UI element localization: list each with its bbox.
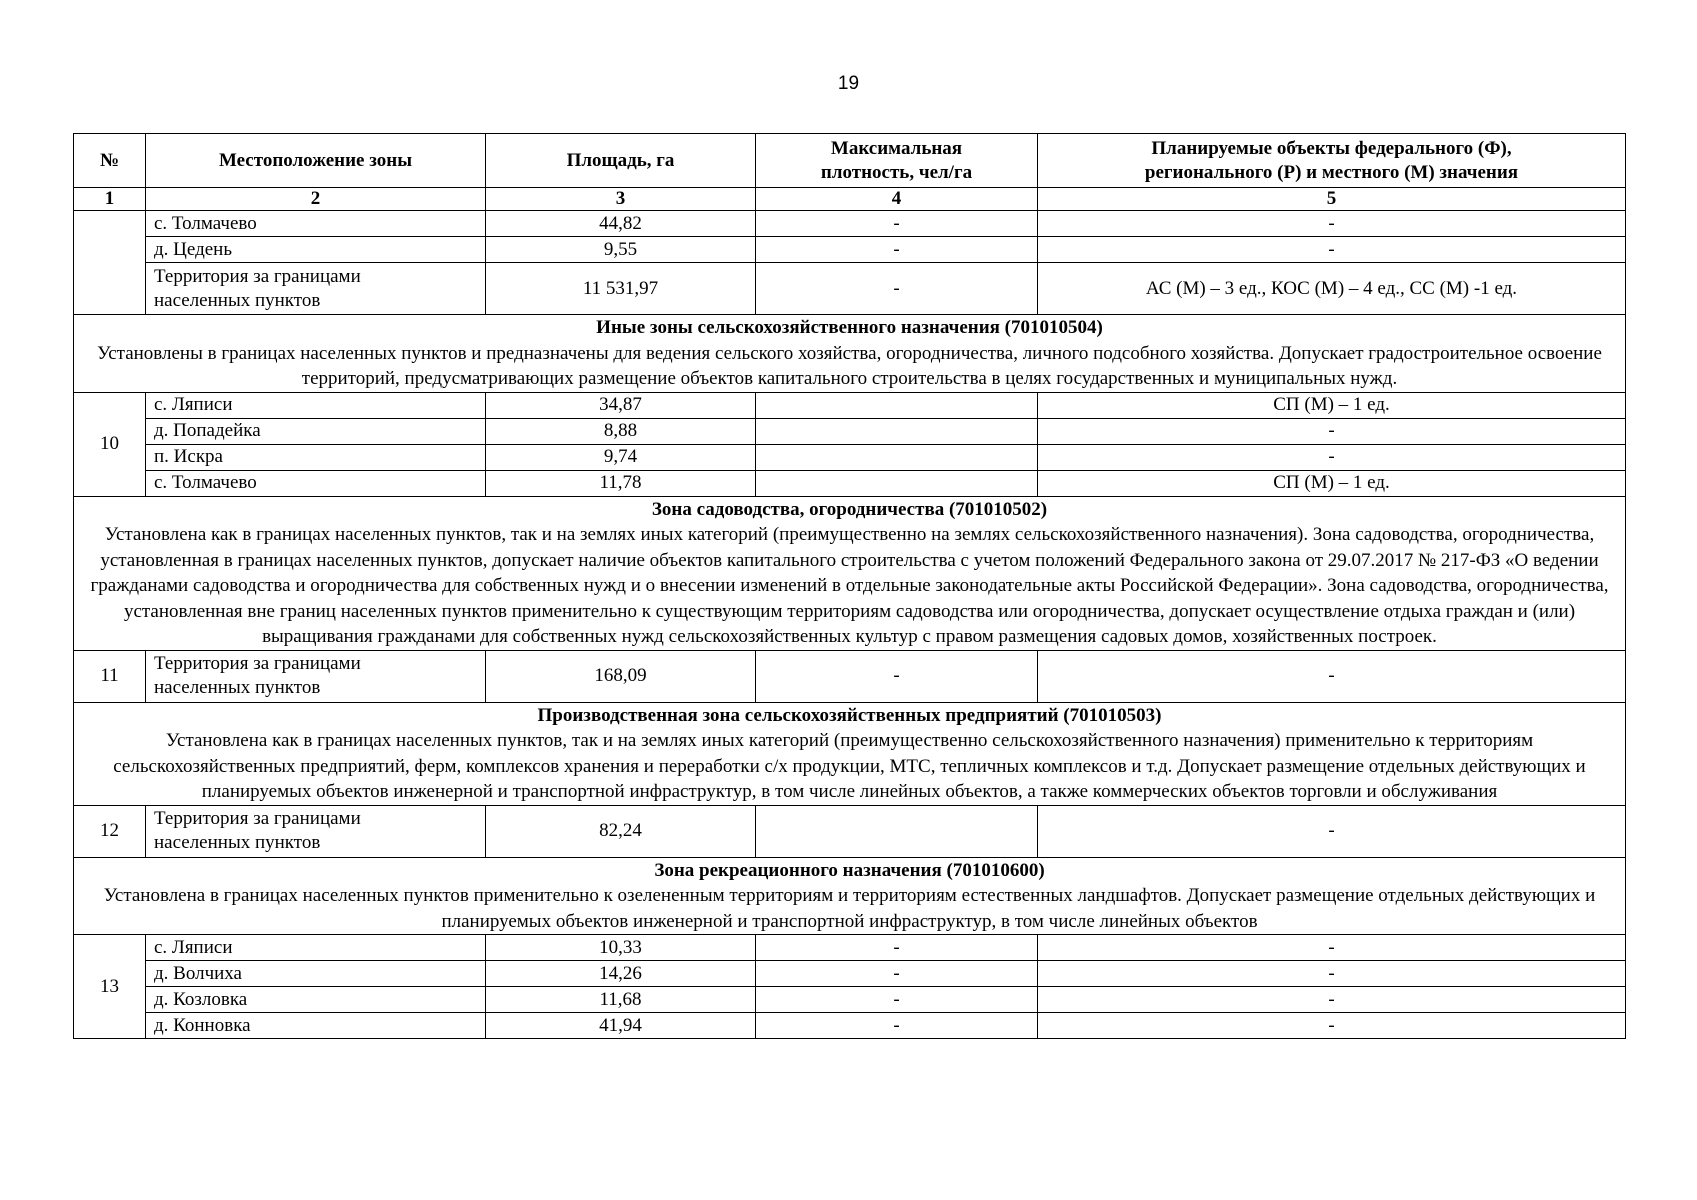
area-cell: 10,33 — [486, 935, 756, 961]
column-number-row — [74, 188, 1626, 211]
objects-cell: - — [1038, 987, 1626, 1013]
table-row — [74, 1013, 1626, 1039]
location-cell: с. Ляписи — [146, 935, 486, 961]
area-cell: 9,74 — [486, 444, 756, 470]
table-row — [74, 263, 1626, 315]
section-header-row — [74, 702, 1626, 805]
table-row — [74, 418, 1626, 444]
area-cell: 11,78 — [486, 470, 756, 496]
area-cell: 9,55 — [486, 237, 756, 263]
header-location: Местоположение зоны — [146, 134, 486, 188]
table-row — [74, 470, 1626, 496]
density-cell: - — [756, 211, 1038, 237]
density-cell: - — [756, 650, 1038, 702]
page-number: 19 — [837, 73, 860, 94]
table-row — [74, 961, 1626, 987]
section-description: Установлены в границах населенных пунктов и предназначены для ведения сельского хозяйства, огородничества, личного подсобного хозяйства. Допускает градостроительное освоение территорий, предусматривающих размещение объектов капитального строительства в целях государственных и муниципальных нужд. — [97, 342, 1602, 389]
column-number: 3 — [486, 188, 756, 211]
density-cell: - — [756, 935, 1038, 961]
section-header-row — [74, 315, 1626, 393]
area-cell: 11 531,97 — [486, 263, 756, 315]
location-cell: д. Попадейка — [146, 418, 486, 444]
area-cell: 11,68 — [486, 987, 756, 1013]
location-cell: с. Толмачево — [146, 470, 486, 496]
section-description: Установлена как в границах населенных пунктов, так и на землях иных категорий (преимущественно на землях сельскохозяйственного назначения). Зона садоводства, огородничества, установленная в границах населенных пунктов, допускает наличие объектов капитального строительства с учетом положений Федерального закона от 29.07.2017 № 217-ФЗ «О ведении гражданами садоводства и огородничества для собственных нужд и о внесении изменений в отдельные законодательные акты Российской Федерации». Зона садоводства, огородничества, установленная вне границ населенных пунктов применительно к существующим территориям садоводства или огородничества, допускает осуществление отдыха граждан и (или) выращивания гражданами для собственных нужд сельскохозяйственных культур с правом размещения садовых домов, хозяйственных построек. — [90, 524, 1609, 647]
location-cell: Территория за границами населенных пунктов — [146, 650, 486, 702]
table-row — [74, 444, 1626, 470]
table-row — [74, 392, 1626, 418]
objects-cell: - — [1038, 418, 1626, 444]
section-header-cell — [74, 315, 1626, 393]
density-cell: - — [756, 237, 1038, 263]
table-row — [74, 650, 1626, 702]
objects-cell: АС (М) – 3 ед., КОС (М) – 4 ед., СС (М) -1 ед. — [1038, 263, 1626, 315]
section-title: Зона садоводства, огородничества (701010502) — [651, 498, 1048, 520]
objects-cell: СП (М) – 1 ед. — [1038, 470, 1626, 496]
location-cell: д. Цедень — [146, 237, 486, 263]
row-number-cell: 13 — [74, 935, 146, 1039]
section-header-row — [74, 857, 1626, 935]
column-number: 1 — [74, 188, 146, 211]
section-header-cell — [74, 857, 1626, 935]
objects-cell: - — [1038, 211, 1626, 237]
header-objects: Планируемые объекты федерального (Ф), регионального (Р) и местного (М) значения — [1038, 134, 1626, 188]
area-cell: 41,94 — [486, 1013, 756, 1039]
objects-cell: - — [1038, 237, 1626, 263]
header-row — [74, 134, 1626, 188]
table-row — [74, 935, 1626, 961]
row-number-cell: 12 — [74, 805, 146, 857]
area-cell: 34,87 — [486, 392, 756, 418]
row-number-cell — [74, 211, 146, 315]
table-row — [74, 987, 1626, 1013]
row-number-cell: 10 — [74, 392, 146, 496]
density-cell: - — [756, 961, 1038, 987]
density-cell — [756, 418, 1038, 444]
zones-table — [73, 133, 1626, 1039]
location-cell: с. Ляписи — [146, 392, 486, 418]
row-number-cell: 11 — [74, 650, 146, 702]
section-header-cell — [74, 702, 1626, 805]
column-number: 5 — [1038, 188, 1626, 211]
table-row — [74, 237, 1626, 263]
objects-cell: СП (М) – 1 ед. — [1038, 392, 1626, 418]
objects-cell: - — [1038, 650, 1626, 702]
location-cell: с. Толмачево — [146, 211, 486, 237]
objects-cell: - — [1038, 805, 1626, 857]
location-cell: д. Козловка — [146, 987, 486, 1013]
column-number: 4 — [756, 188, 1038, 211]
section-header-row — [74, 496, 1626, 650]
density-cell: - — [756, 263, 1038, 315]
density-cell: - — [756, 1013, 1038, 1039]
area-cell: 14,26 — [486, 961, 756, 987]
location-cell: п. Искра — [146, 444, 486, 470]
column-number: 2 — [146, 188, 486, 211]
section-title: Иные зоны сельскохозяйственного назначения (701010504) — [596, 317, 1103, 338]
location-cell: д. Волчиха — [146, 961, 486, 987]
density-cell — [756, 470, 1038, 496]
section-header-cell — [74, 496, 1626, 650]
objects-cell: - — [1038, 961, 1626, 987]
location-cell: д. Конновка — [146, 1013, 486, 1039]
area-cell: 168,09 — [486, 650, 756, 702]
area-cell: 44,82 — [486, 211, 756, 237]
objects-cell: - — [1038, 935, 1626, 961]
table-row — [74, 805, 1626, 857]
section-title: Зона рекреационного назначения (701010600) — [654, 859, 1045, 881]
objects-cell: - — [1038, 1013, 1626, 1039]
area-cell: 82,24 — [486, 805, 756, 857]
location-cell: Территория за границами населенных пунктов — [146, 805, 486, 857]
density-cell: - — [756, 987, 1038, 1013]
section-title: Производственная зона сельскохозяйственных предприятий (701010503) — [537, 704, 1162, 726]
objects-cell: - — [1038, 444, 1626, 470]
density-cell — [756, 392, 1038, 418]
header-area: Площадь, га — [486, 134, 756, 188]
area-cell: 8,88 — [486, 418, 756, 444]
density-cell — [756, 444, 1038, 470]
section-description: Установлена в границах населенных пунктов применительно к озелененным территориям и территориям естественных ландшафтов. Допускает размещение отдельных действующих и планируемых объектов инженерной и транспортной инфраструктур, в том числе линейных объектов — [103, 885, 1596, 932]
location-cell: Территория за границами населенных пунктов — [146, 263, 486, 315]
table-row — [74, 211, 1626, 237]
header-number: № — [74, 134, 146, 188]
density-cell — [756, 805, 1038, 857]
section-description: Установлена как в границах населенных пунктов, так и на землях иных категорий (преимущественно сельскохозяйственного назначения) применительно к территориям сельскохозяйственных предприятий, ферм, комплексов хранения и переработки с/х продукции, МТС, тепличных комплексов и т.д. Допускает размещение отдельных действующих и планируемых объектов инженерной и транспортной инфраструктур, в том числе линейных объектов, а также коммерческих объектов торговли и обслуживания — [113, 730, 1586, 802]
header-density: Максимальная плотность, чел/га — [756, 134, 1038, 188]
